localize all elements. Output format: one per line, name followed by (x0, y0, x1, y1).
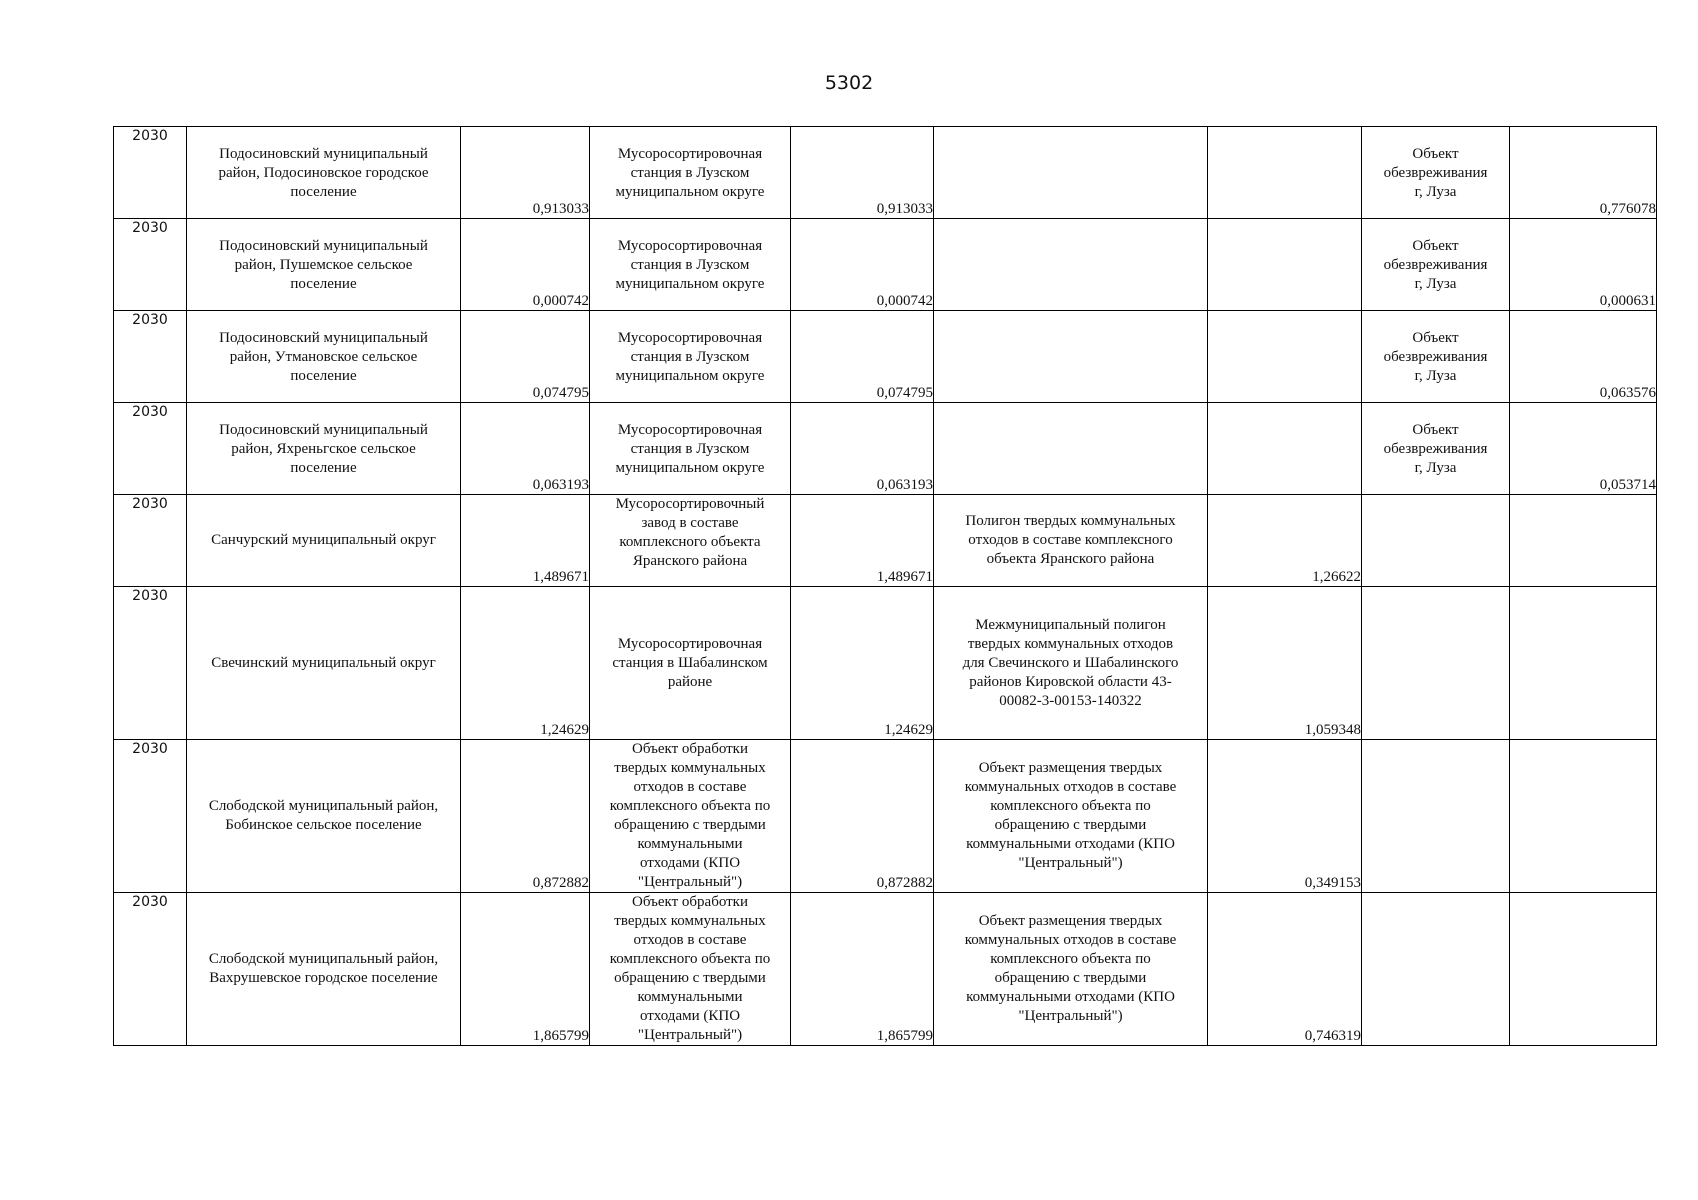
processing-object-cell (590, 587, 791, 740)
year-cell (114, 403, 187, 495)
mass-placement-cell-text: 0,349153 (1304, 875, 1361, 891)
year-cell-text: 2030 (132, 220, 168, 236)
mass-placement-cell (1208, 495, 1362, 587)
placement-object-cell-text: Межмуниципальный полигон твердых коммунальных отходов для Свечинского и Шабалинского районов Кировской области 43- 00082-3-00153-140322 (962, 616, 1179, 709)
mass-generated-cell (461, 127, 590, 219)
placement-object-cell (934, 403, 1208, 495)
mass-placement-cell (1208, 893, 1362, 1046)
mass-processing-cell (791, 893, 934, 1046)
processing-object-cell-text: Мусоросортировочная станция в Лузском муниципальном округе (615, 422, 765, 476)
neutralization-object-cell-text: Объект обезвреживания г, Луза (1383, 146, 1488, 200)
territory-cell (187, 893, 461, 1046)
territory-cell (187, 740, 461, 893)
year-cell (114, 587, 187, 740)
table-row (114, 127, 1657, 219)
placement-object-cell (934, 893, 1208, 1046)
neutralization-object-cell (1362, 740, 1510, 893)
mass-placement-cell (1208, 740, 1362, 893)
neutralization-object-cell (1362, 587, 1510, 740)
waste-flow-table (113, 126, 1657, 1046)
mass-placement-cell (1208, 587, 1362, 740)
table-body (114, 127, 1657, 1046)
year-cell (114, 127, 187, 219)
territory-cell (187, 495, 461, 587)
mass-neutralization-cell (1510, 219, 1657, 311)
table-row (114, 495, 1657, 587)
mass-generated-cell-text: 0,872882 (532, 875, 589, 891)
mass-neutralization-cell (1510, 893, 1657, 1046)
mass-neutralization-cell (1510, 740, 1657, 893)
year-cell (114, 219, 187, 311)
placement-object-cell (934, 219, 1208, 311)
territory-cell-text: Подосиновский муниципальный район, Утмановское сельское поселение (219, 330, 428, 384)
table-row (114, 587, 1657, 740)
table-row (114, 403, 1657, 495)
mass-processing-cell (791, 127, 934, 219)
mass-neutralization-cell (1510, 127, 1657, 219)
page-number: 5302 (824, 72, 874, 94)
territory-cell (187, 587, 461, 740)
processing-object-cell (590, 403, 791, 495)
territory-cell-text: Слободской муниципальный район, Бобинское сельское поселение (208, 798, 439, 833)
year-cell (114, 893, 187, 1046)
territory-cell (187, 311, 461, 403)
mass-processing-cell (791, 740, 934, 893)
mass-generated-cell-text: 1,865799 (532, 1028, 589, 1044)
mass-generated-cell-text: 1,24629 (540, 722, 589, 738)
placement-object-cell (934, 740, 1208, 893)
placement-object-cell-text: Объект размещения твердых коммунальных отходов в составе комплексного объекта по обращению с твердыми коммунальными отходами (КПО "Центральный") (964, 760, 1177, 871)
processing-object-cell (590, 127, 791, 219)
placement-object-cell (934, 495, 1208, 587)
placement-object-cell (934, 311, 1208, 403)
mass-processing-cell-text: 0,000742 (876, 293, 933, 309)
mass-generated-cell-text: 0,074795 (532, 385, 589, 401)
territory-cell-text: Санчурский муниципальный округ (211, 532, 436, 548)
mass-generated-cell (461, 495, 590, 587)
mass-processing-cell-text: 0,872882 (876, 875, 933, 891)
mass-neutralization-cell-text: 0,063576 (1599, 385, 1656, 401)
processing-object-cell (590, 740, 791, 893)
year-cell (114, 495, 187, 587)
mass-processing-cell-text: 1,24629 (884, 722, 933, 738)
mass-placement-cell-text: 1,26622 (1312, 569, 1361, 585)
territory-cell-text: Подосиновский муниципальный район, Пушемское сельское поселение (219, 238, 428, 292)
table-row (114, 311, 1657, 403)
processing-object-cell-text: Мусоросортировочная станция в Шабалинском районе (612, 635, 768, 690)
year-cell (114, 740, 187, 893)
year-cell-text: 2030 (132, 404, 168, 420)
processing-object-cell (590, 893, 791, 1046)
processing-object-cell-text: Мусоросортировочная станция в Лузском муниципальном округе (615, 146, 765, 200)
territory-cell-text: Подосиновский муниципальный район, Яхреньгское сельское поселение (219, 422, 428, 476)
territory-cell-text: Слободской муниципальный район, Вахрушевское городское поселение (208, 951, 439, 986)
mass-processing-cell (791, 311, 934, 403)
mass-processing-cell-text: 0,063193 (876, 477, 933, 493)
table-row (114, 893, 1657, 1046)
mass-generated-cell-text: 1,489671 (532, 569, 589, 585)
territory-cell (187, 127, 461, 219)
year-cell-text: 2030 (132, 496, 168, 512)
mass-processing-cell (791, 495, 934, 587)
territory-cell-text: Свечинский муниципальный округ (211, 654, 436, 671)
territory-cell (187, 403, 461, 495)
mass-placement-cell (1208, 219, 1362, 311)
neutralization-object-cell-text: Объект обезвреживания г, Луза (1383, 330, 1488, 384)
neutralization-object-cell (1362, 403, 1510, 495)
mass-processing-cell-text: 0,074795 (876, 385, 933, 401)
mass-generated-cell-text: 0,913033 (532, 201, 589, 217)
year-cell-text: 2030 (132, 312, 168, 328)
territory-cell (187, 219, 461, 311)
placement-object-cell (934, 587, 1208, 740)
mass-generated-cell-text: 0,000742 (532, 293, 589, 309)
processing-object-cell-text: Мусоросортировочная станция в Лузском муниципальном округе (615, 330, 765, 384)
table-row (114, 219, 1657, 311)
placement-object-cell-text: Полигон твердых коммунальных отходов в составе комплексного объекта Яранского района (965, 513, 1176, 567)
processing-object-cell-text: Объект обработки твердых коммунальных отходов в составе комплексного объекта по обращению с твердыми коммунальными отходами (КПО "Центральный") (609, 894, 771, 1043)
neutralization-object-cell (1362, 219, 1510, 311)
neutralization-object-cell (1362, 127, 1510, 219)
mass-neutralization-cell-text: 0,776078 (1599, 201, 1656, 217)
neutralization-object-cell-text: Объект обезвреживания г, Луза (1383, 238, 1488, 292)
neutralization-object-cell (1362, 495, 1510, 587)
year-cell-text: 2030 (132, 894, 168, 910)
mass-generated-cell (461, 740, 590, 893)
mass-neutralization-cell (1510, 495, 1657, 587)
mass-processing-cell-text: 0,913033 (876, 201, 933, 217)
mass-placement-cell (1208, 403, 1362, 495)
processing-object-cell-text: Мусоросортировочная станция в Лузском муниципальном округе (615, 238, 765, 292)
mass-neutralization-cell (1510, 403, 1657, 495)
mass-generated-cell-text: 0,063193 (532, 477, 589, 493)
mass-processing-cell (791, 219, 934, 311)
mass-neutralization-cell (1510, 587, 1657, 740)
mass-generated-cell (461, 311, 590, 403)
mass-neutralization-cell-text: 0,053714 (1599, 477, 1656, 493)
mass-generated-cell (461, 893, 590, 1046)
processing-object-cell (590, 495, 791, 587)
year-cell-text: 2030 (132, 741, 168, 757)
processing-object-cell-text: Объект обработки твердых коммунальных отходов в составе комплексного объекта по обращению с твердыми коммунальными отходами (КПО "Центральный") (609, 741, 771, 890)
neutralization-object-cell (1362, 311, 1510, 403)
mass-generated-cell (461, 403, 590, 495)
placement-object-cell (934, 127, 1208, 219)
year-cell (114, 311, 187, 403)
mass-placement-cell-text: 0,746319 (1304, 1028, 1361, 1044)
mass-generated-cell (461, 587, 590, 740)
mass-processing-cell (791, 587, 934, 740)
territory-cell-text: Подосиновский муниципальный район, Подосиновское городское поселение (218, 146, 429, 200)
neutralization-object-cell-text: Объект обезвреживания г, Луза (1383, 422, 1488, 476)
mass-processing-cell (791, 403, 934, 495)
processing-object-cell (590, 311, 791, 403)
mass-processing-cell-text: 1,865799 (876, 1028, 933, 1044)
year-cell-text: 2030 (132, 128, 168, 144)
mass-generated-cell (461, 219, 590, 311)
mass-placement-cell (1208, 311, 1362, 403)
placement-object-cell-text: Объект размещения твердых коммунальных отходов в составе комплексного объекта по обращению с твердыми коммунальными отходами (КПО "Центральный") (964, 913, 1177, 1024)
year-cell-text: 2030 (132, 588, 168, 604)
mass-processing-cell-text: 1,489671 (876, 569, 933, 585)
mass-neutralization-cell-text: 0,000631 (1599, 293, 1656, 309)
mass-placement-cell (1208, 127, 1362, 219)
neutralization-object-cell (1362, 893, 1510, 1046)
processing-object-cell (590, 219, 791, 311)
mass-neutralization-cell (1510, 311, 1657, 403)
mass-placement-cell-text: 1,059348 (1304, 722, 1361, 738)
processing-object-cell-text: Мусоросортировочный завод в составе комплексного объекта Яранского района (615, 496, 765, 569)
table-row (114, 740, 1657, 893)
